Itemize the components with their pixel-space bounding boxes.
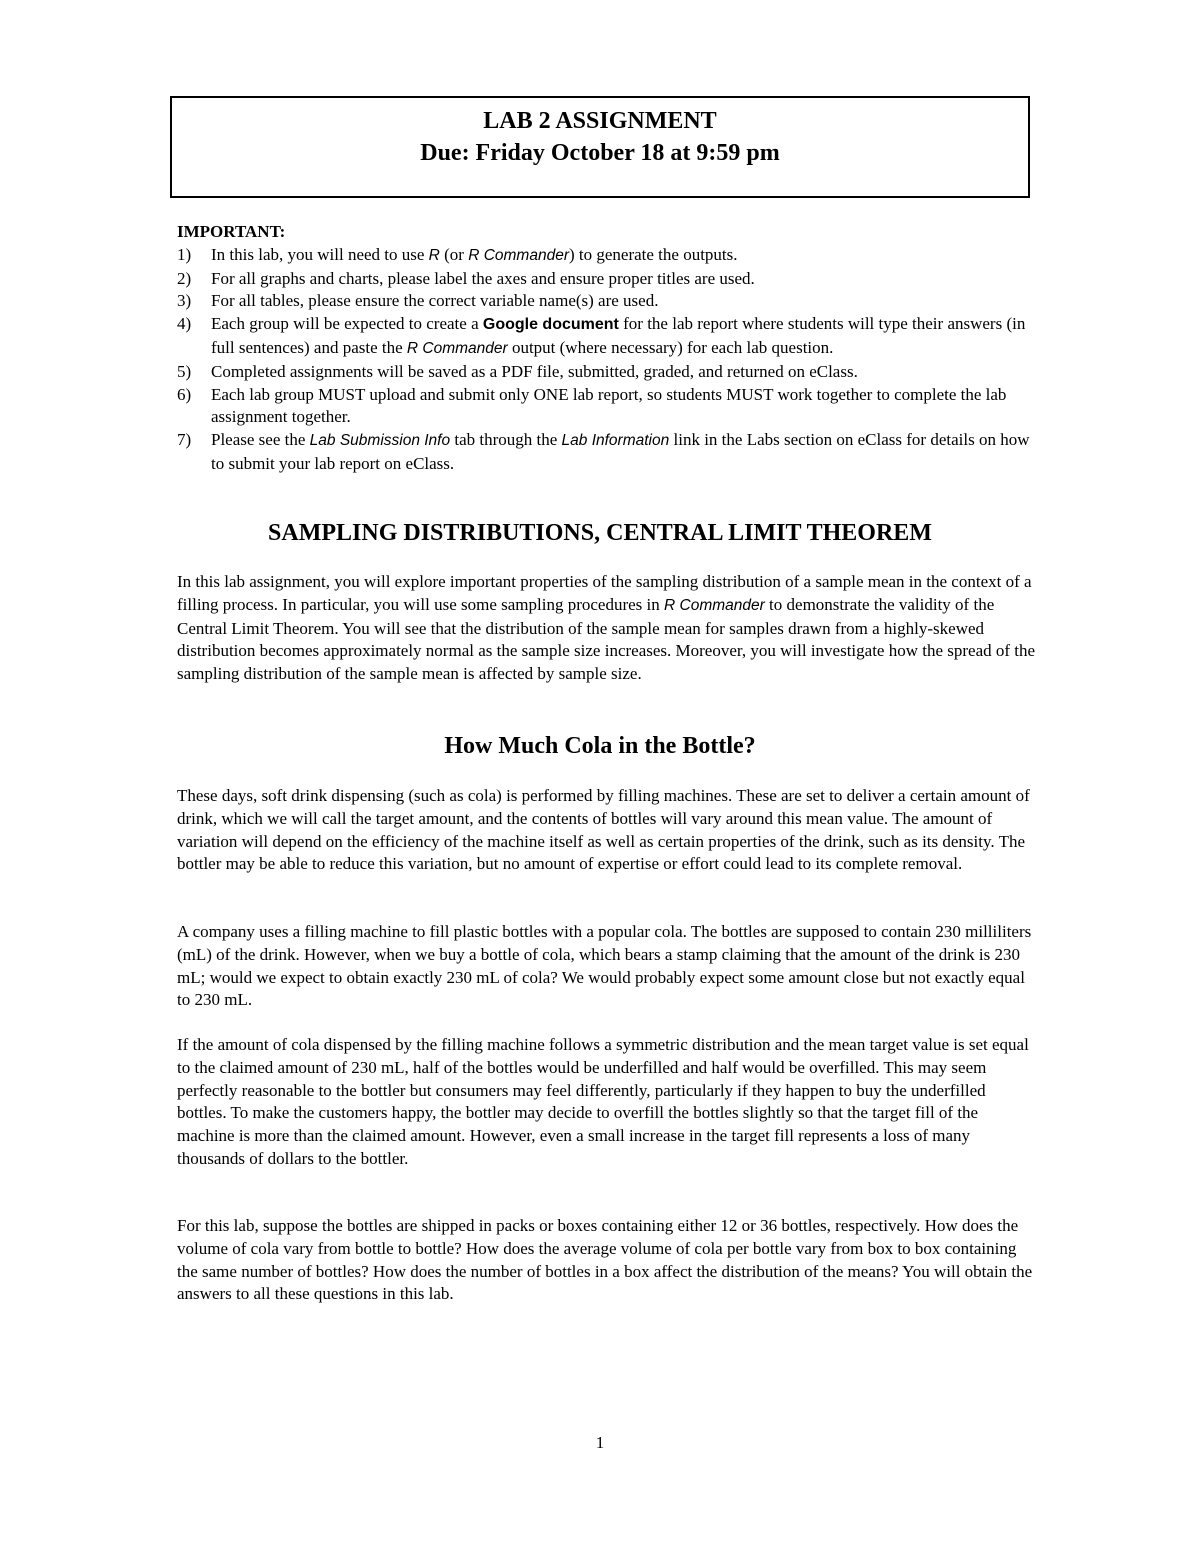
- item-number: 5): [177, 361, 192, 381]
- body-paragraph: For this lab, suppose the bottles are shipped in packs or boxes containing either 12 or 36 bottles, respectively. How does the volume of cola vary from bottle to bottle? How does the average volume of cola per bottle vary from box to box containing the same number of bottles? How does the number of bottles in a box affect the distribution of the means? You will obtain the answers to all these questions in this lab.: [177, 1216, 1033, 1304]
- body-paragraph: These days, soft drink dispensing (such as cola) is performed by filling machines. These are set to deliver a certain amount of drink, which we will call the target amount, and the contents of bottles will vary around this mean value. The amount of variation will depend on the efficiency of the machine itself as well as certain properties of the drink, such as its density. The bottler may be able to reduce this variation, but no amount of expertise or effort could lead to its complete removal.: [177, 786, 1030, 874]
- list-item: [177, 384, 1037, 430]
- section-heading-sampling: SAMPLING DISTRIBUTIONS, CENTRAL LIMIT THEOREM: [268, 520, 932, 546]
- title-box: [170, 96, 1030, 198]
- item-number: 3): [177, 291, 192, 311]
- list-item: [177, 361, 1037, 384]
- important-heading: IMPORTANT:: [177, 222, 286, 241]
- body-paragraph: A company uses a filling machine to fill plastic bottles with a popular cola. The bottles are supposed to contain 230 milliliters (mL) of the drink. However, when we buy a bottle of cola, which bears a stamp claiming that the amount of the drink is 230 mL; would we expect to obtain exactly 230 mL of cola? We would probably expect some amount close but not exactly equal to 230 mL.: [177, 922, 1032, 1010]
- item-number: 1): [177, 244, 192, 264]
- item-text: Each group will be expected to create a Google document for the lab report where students will type their answers (in full sentences) and paste the R Commander output (where necessary) for each lab question.: [211, 314, 1026, 357]
- list-item: [177, 429, 1037, 476]
- due-date: Due: Friday October 18 at 9:59 pm: [420, 140, 780, 166]
- item-number: 4): [177, 314, 192, 334]
- section-heading-cola: How Much Cola in the Bottle?: [444, 733, 756, 759]
- item-text: For all graphs and charts, please label the axes and ensure proper titles are used.: [211, 268, 755, 288]
- list-item: [177, 244, 1037, 268]
- item-number: 7): [177, 430, 192, 450]
- list-item: [177, 268, 1037, 291]
- item-text: Please see the Lab Submission Info tab through the Lab Information link in the Labs section on eClass for details on how to submit your lab report on eClass.: [211, 430, 1030, 473]
- intro-paragraph: In this lab assignment, you will explore important properties of the sampling distribution of a sample mean in the context of a filling process. In particular, you will use some sampling procedures in R Commander to demonstrate the validity of the Central Limit Theorem. You will see that the distribution of the sample mean for samples drawn from a highly-skewed distribution becomes approximately normal as the sample size increases. Moreover, you will investigate how the spread of the sampling distribution of the sample mean is affected by sample size.: [177, 572, 1036, 684]
- item-text: In this lab, you will need to use R (or R Commander) to generate the outputs.: [211, 244, 738, 264]
- list-item: [177, 290, 1037, 313]
- page-number: 1: [595, 1433, 605, 1452]
- item-number: 6): [177, 384, 192, 404]
- item-text: Completed assignments will be saved as a PDF file, submitted, graded, and returned on eClass.: [211, 361, 858, 381]
- important-section: [177, 221, 1037, 476]
- body-paragraph: If the amount of cola dispensed by the filling machine follows a symmetric distribution and the mean target value is set equal to the claimed amount of 230 mL, half of the bottles would be underfilled and half would be overfilled. This may seem perfectly reasonable to the bottler but consumers may feel differently, particularly if they happen to buy the underfilled bottles. To make the customers happy, the bottler may decide to overfill the bottles slightly so that the target fill of the machine is more than the claimed amount. However, even a small increase in the target fill represents a loss of many thousands of dollars to the bottler.: [177, 1035, 1029, 1168]
- lab-title: LAB 2 ASSIGNMENT: [483, 108, 717, 134]
- item-text: Each lab group MUST upload and submit only ONE lab report, so students MUST work together to complete the lab assignment together.: [211, 384, 1007, 427]
- list-item: [177, 313, 1037, 361]
- important-list: [177, 244, 1037, 476]
- item-text: For all tables, please ensure the correct variable name(s) are used.: [211, 291, 659, 311]
- item-number: 2): [177, 268, 192, 288]
